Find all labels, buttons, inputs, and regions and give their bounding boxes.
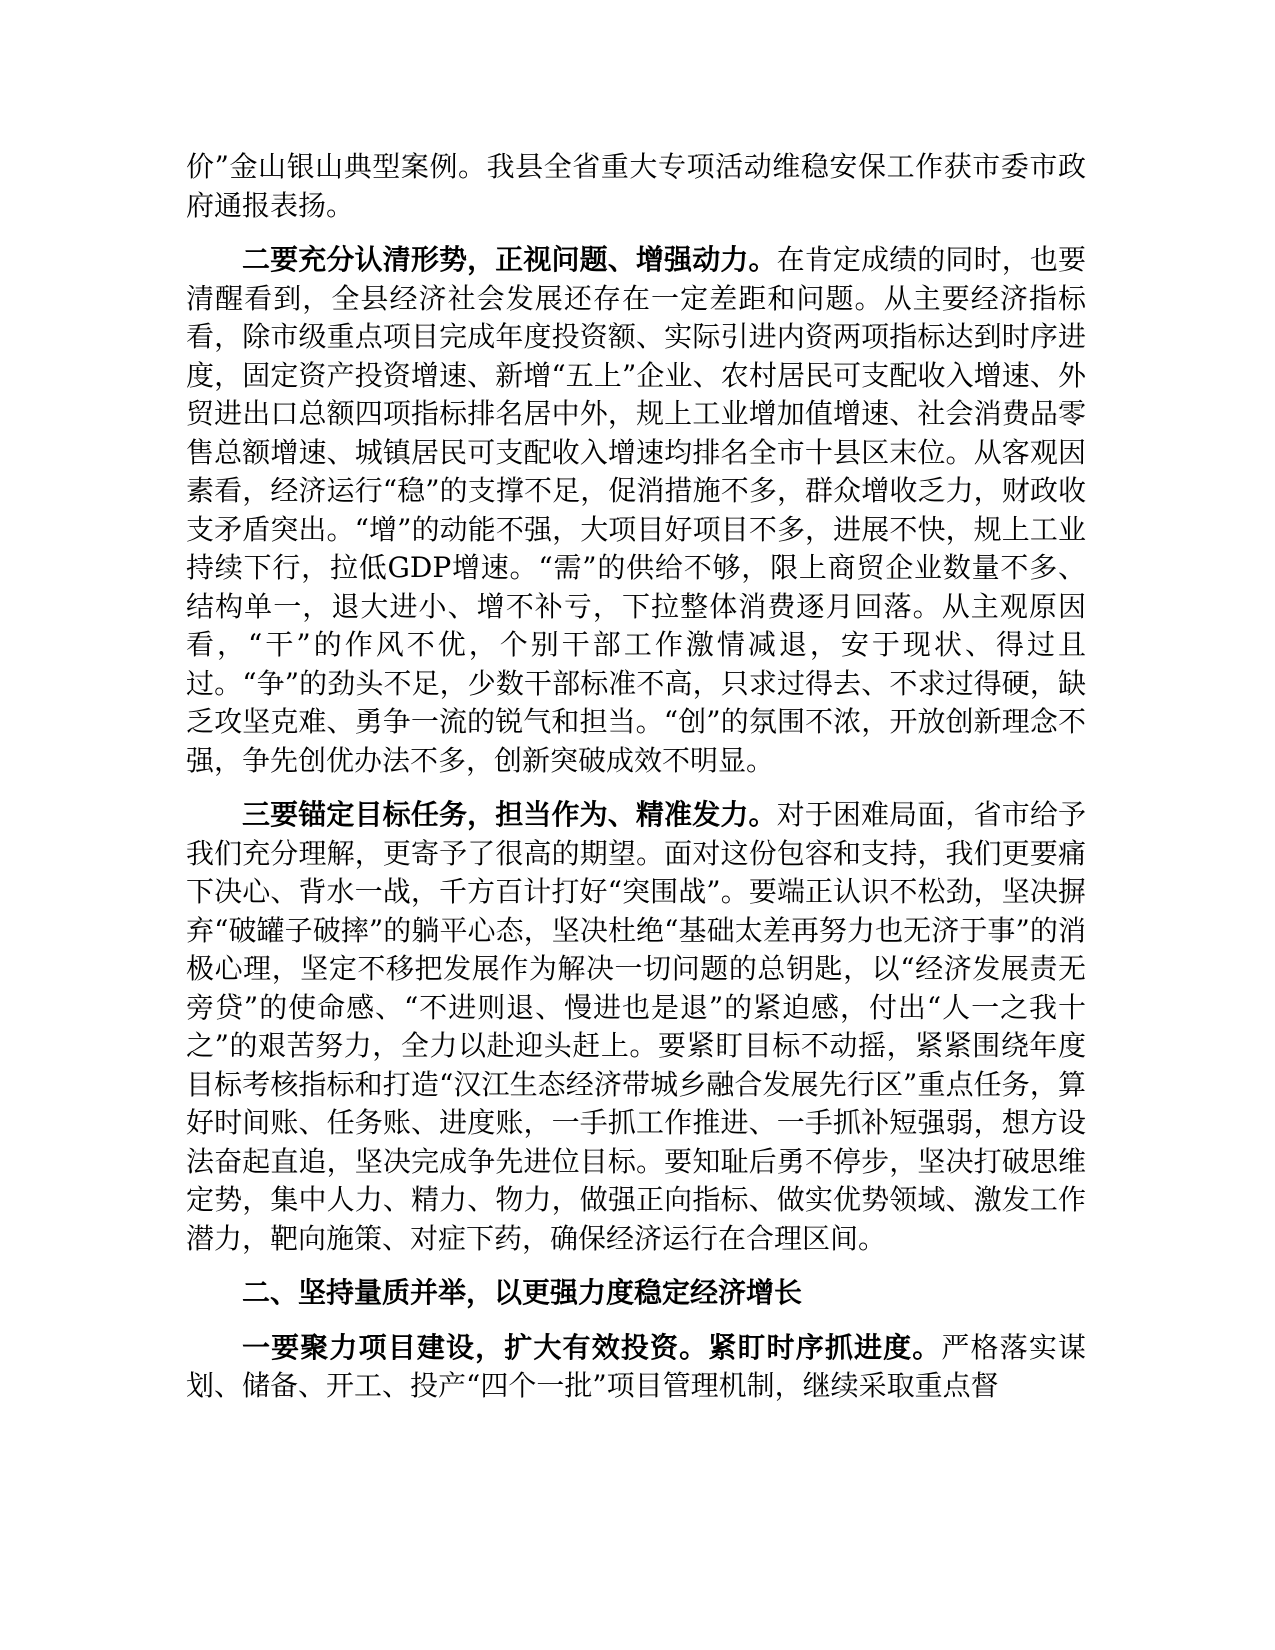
section-heading: 二、坚持量质并举，以更强力度稳定经济增长: [242, 1276, 803, 1309]
paragraph-projects: [186, 1329, 1086, 1406]
paragraph-text: 对于困难局面，省市给予我们充分理解，更寄予了很高的期望。面对这份包容和支持，我们更要痛下决心、背水一战，千方百计打好“突围战”。要端正认识不松劲，坚决摒弃“破罐子破摔”的躺平心态，坚决杜绝“基础太差再努力也无济于事”的消极心理，坚定不移把发展作为解决一切问题的总钥匙，以“经济发展责无旁贷”的使命感、“不进则退、慢进也是退”的紧迫感，付出“人一之我十之”的艰苦努力，全力以赴迎头赶上。要紧盯目标不动摇，紧紧围绕年度目标考核指标和打造“汉江生态经济带城乡融合发展先行区”重点任务，算好时间账、任务账、进度账，一手抓工作推进、一手抓补短强弱，想方设法奋起直追，坚决完成争先进位目标。要知耻后勇不停步，坚决打破思维定势，集中人力、精力、物力，做强正向指标、做实优势领域、激发工作潜力，靶向施策、对症下药，确保经济运行在合理区间。: [186, 798, 1086, 1255]
paragraph-lead: 一要聚力项目建设，扩大有效投资。紧盯时序抓进度。: [242, 1330, 942, 1364]
paragraph-situation: [186, 241, 1086, 780]
paragraph-text: 价”金山银山典型案例。我县全省重大专项活动维稳安保工作获市委市政府通报表扬。: [186, 150, 1086, 222]
paragraph-lead: 二要充分认清形势，正视问题、增强动力。: [242, 243, 777, 276]
paragraph-text: 严格落实谋划、储备、开工、投产“四个一批”项目管理机制，继续采取重点督: [186, 1330, 1086, 1402]
document-body: [186, 148, 1086, 1422]
paragraph-text: 在肯定成绩的同时，也要清醒看到，全县经济社会发展还存在一定差距和问题。从主要经济指标看，除市级重点项目完成年度投资额、实际引进内资两项指标达到时序进度，固定资产投资增速、新增“五上”企业、农村居民可支配收入增速、外贸进出口总额四项指标排名居中外，规上工业增加值增速、社会消费品零售总额增速、城镇居民可支配收入增速均排名全市十县区末位。从客观因素看，经济运行“稳”的支撑不足，促消措施不多，群众增收乏力，财政收支矛盾突出。“增”的动能不强，大项目好项目不多，进展不快，规上工业持续下行，拉低GDP增速。“需”的供给不够，限上商贸企业数量不多、结构单一，退大进小、增不补亏，下拉整体消费逐月回落。从主观原因看，“干”的作风不优，个别干部工作激情减退，安于现状、得过且过。“争”的劲头不足，少数干部标准不高，只求过得去、不求过得硬，缺乏攻坚克难、勇争一流的锐气和担当。“创”的氛围不浓，开放创新理念不强，争先创优办法不多，创新突破成效不明显。: [186, 243, 1086, 777]
paragraph-lead: 三要锚定目标任务，担当作为、精准发力。: [242, 798, 777, 831]
paragraph-targets: [186, 796, 1086, 1258]
paragraph-continuation: [186, 148, 1086, 225]
